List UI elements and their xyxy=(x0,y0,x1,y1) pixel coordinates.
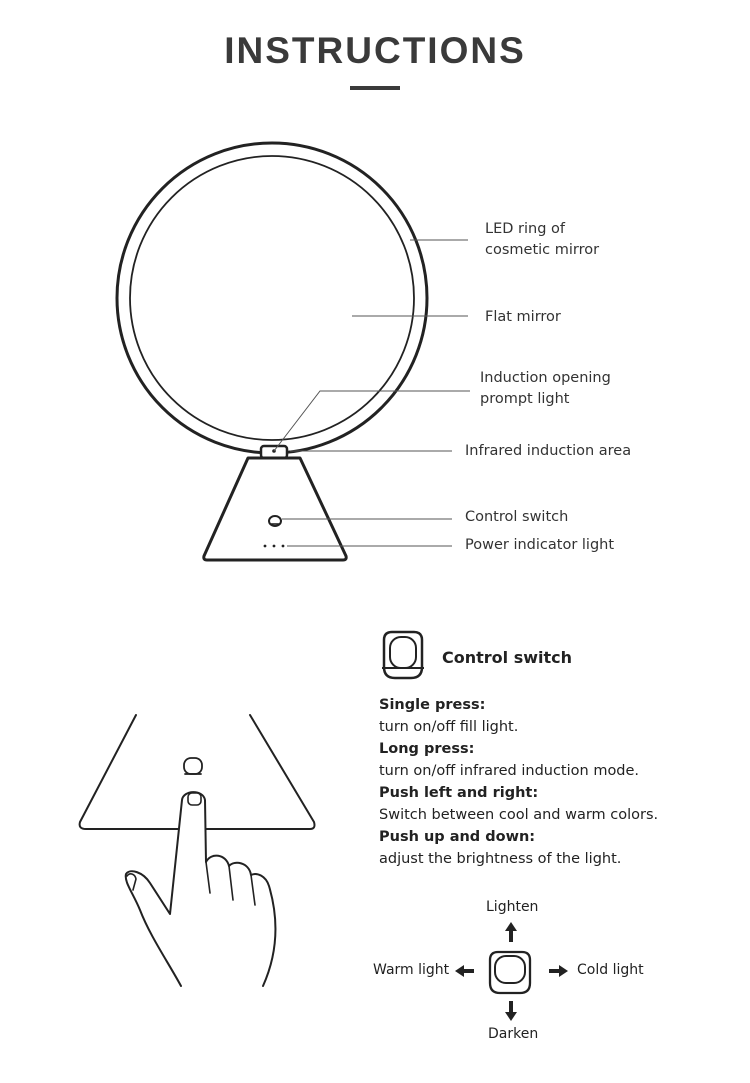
instruction-description: turn on/off infrared induction mode. xyxy=(379,763,640,779)
direction-label-right: Cold light xyxy=(577,962,644,978)
callout-power-light: Power indicator light xyxy=(465,537,615,553)
direction-center-button xyxy=(490,952,530,993)
callout-induction-light-line2: prompt light xyxy=(480,391,570,407)
power-indicator-dot xyxy=(264,545,267,548)
instruction-action: Long press: xyxy=(379,741,475,757)
button-inner xyxy=(390,637,416,668)
direction-button-inner xyxy=(495,956,525,983)
arrow-left-icon xyxy=(455,965,474,977)
arrow-up-icon xyxy=(505,922,517,942)
power-indicator-dot xyxy=(273,545,276,548)
callout-infrared-area: Infrared induction area xyxy=(465,443,632,459)
callout-led-ring-line1: LED ring of xyxy=(485,221,565,237)
control-switch-heading: Control switch xyxy=(442,648,573,667)
led-ring-outer xyxy=(117,143,427,453)
mirror-base xyxy=(204,458,346,560)
callout-led-ring-line2: cosmetic mirror xyxy=(485,242,600,258)
page-title: INSTRUCTIONS xyxy=(224,30,526,71)
instruction-action: Single press: xyxy=(379,697,486,713)
arrow-right-icon xyxy=(549,965,568,977)
direction-label-up: Lighten xyxy=(486,899,539,915)
direction-label-down: Darken xyxy=(488,1026,539,1042)
power-indicator-dot xyxy=(282,545,285,548)
callout-control-switch: Control switch xyxy=(465,509,569,525)
callout-led-ring xyxy=(485,219,599,261)
finger-press-illustration xyxy=(80,715,315,986)
closeup-switch-knob xyxy=(184,758,202,774)
instruction-action: Push up and down: xyxy=(379,829,536,845)
control-button-icon xyxy=(382,632,424,678)
callout-induction-light xyxy=(480,368,611,410)
flat-mirror-edge xyxy=(130,156,414,440)
direction-diagram xyxy=(455,922,568,1021)
callout-induction-light-line1: Induction opening xyxy=(480,370,611,386)
mirror-diagram xyxy=(117,143,427,560)
instruction-description: Switch between cool and warm colors. xyxy=(379,807,659,823)
callout-flat-mirror: Flat mirror xyxy=(485,309,561,325)
arrow-down-icon xyxy=(505,1001,517,1021)
instruction-description: turn on/off fill light. xyxy=(379,719,519,735)
instruction-description: adjust the brightness of the light. xyxy=(379,851,622,867)
instruction-action: Push left and right: xyxy=(379,785,539,801)
instruction-list xyxy=(379,694,739,870)
direction-label-left: Warm light xyxy=(373,962,450,978)
